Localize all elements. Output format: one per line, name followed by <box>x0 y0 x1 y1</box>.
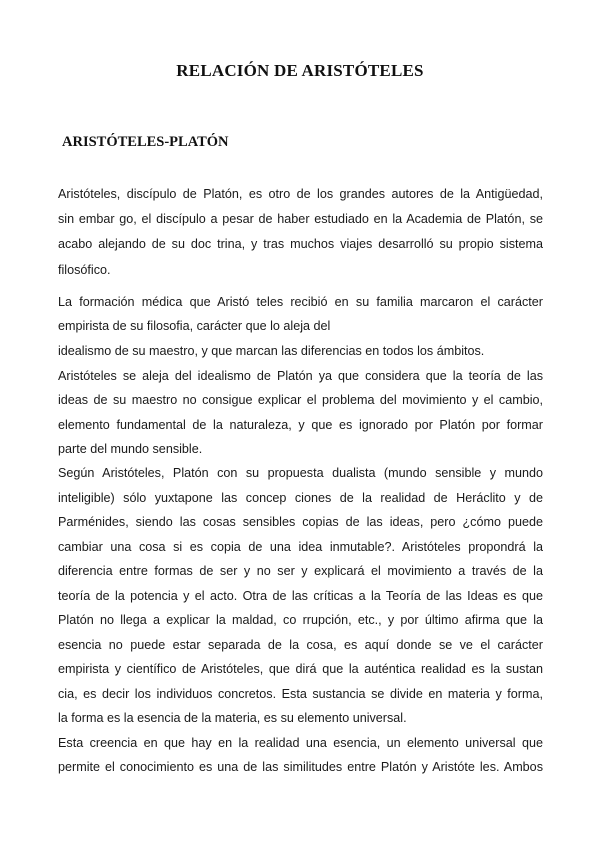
text-line: cia, es decir los individuos concretos. Esta sustancia se divide en materia y forma, <box>58 687 543 701</box>
text-line: cambiar una cosa si es copia de una idea inmutable?. Aristóteles propondrá la <box>58 540 543 554</box>
text-line: filosófico. <box>58 263 111 277</box>
document-title: RELACIÓN DE ARISTÓTELES <box>176 61 424 80</box>
text-line: empirista de su filosofia, carácter que lo aleja del <box>58 319 331 333</box>
text-line: acabo alejando de su doc trina, y tras muchos viajes desarrolló su propio sistema <box>58 237 543 251</box>
text-line: Aristóteles, discípulo de Platón, es otro de los grandes autores de la Antigüedad, <box>58 187 543 201</box>
text-line: Esta creencia en que hay en la realidad una esencia, un elemento universal que <box>58 736 543 750</box>
text-line: inteligible) sólo yuxtapone las concep ciones de la realidad de Heráclito y de <box>58 491 543 505</box>
text-line: parte del mundo sensible. <box>58 442 203 456</box>
text-line: Aristóteles se aleja del idealismo de Platón ya que considera que la teoría de las <box>58 369 543 383</box>
text-line: empirista y científico de Aristóteles, que dirá que la auténtica realidad es la sustan <box>58 662 543 676</box>
text-line: ideas de su maestro no consigue explicar el problema del movimiento y el cambio, <box>58 393 543 407</box>
text-line: Platón no llega a explicar la maldad, co rrupción, etc., y por último afirma que la <box>58 613 543 627</box>
section-heading: ARISTÓTELES-PLATÓN <box>62 134 229 150</box>
text-line: diferencia entre formas de ser y no ser y explicará el movimiento a través de la <box>58 564 543 578</box>
text-line: esencia no puede estar separada de la cosa, es aquí donde se ve el carácter <box>58 638 543 652</box>
text-line: elemento fundamental de la naturaleza, y que es ignorado por Platón por formar <box>58 418 543 432</box>
text-line: permite el conocimiento es una de las similitudes entre Platón y Aristóte les. Ambos <box>58 760 543 774</box>
text-line: idealismo de su maestro, y que marcan las diferencias en todos los ámbitos. <box>58 344 485 358</box>
text-line: Parménides, siendo las cosas sensibles copias de las ideas, pero ¿cómo puede <box>58 515 543 529</box>
text-line: Según Aristóteles, Platón con su propuesta dualista (mundo sensible y mundo <box>58 466 543 480</box>
text-line: La formación médica que Aristó teles recibió en su familia marcaron el carácter <box>58 295 543 309</box>
text-line: sin embar go, el discípulo a pesar de haber estudiado en la Academia de Platón, se <box>58 212 543 226</box>
text-line: teoría de la potencia y el acto. Otra de las críticas a la Teoría de las Ideas es que <box>58 589 543 603</box>
text-line: la forma es la esencia de la materia, es su elemento universal. <box>58 711 407 725</box>
